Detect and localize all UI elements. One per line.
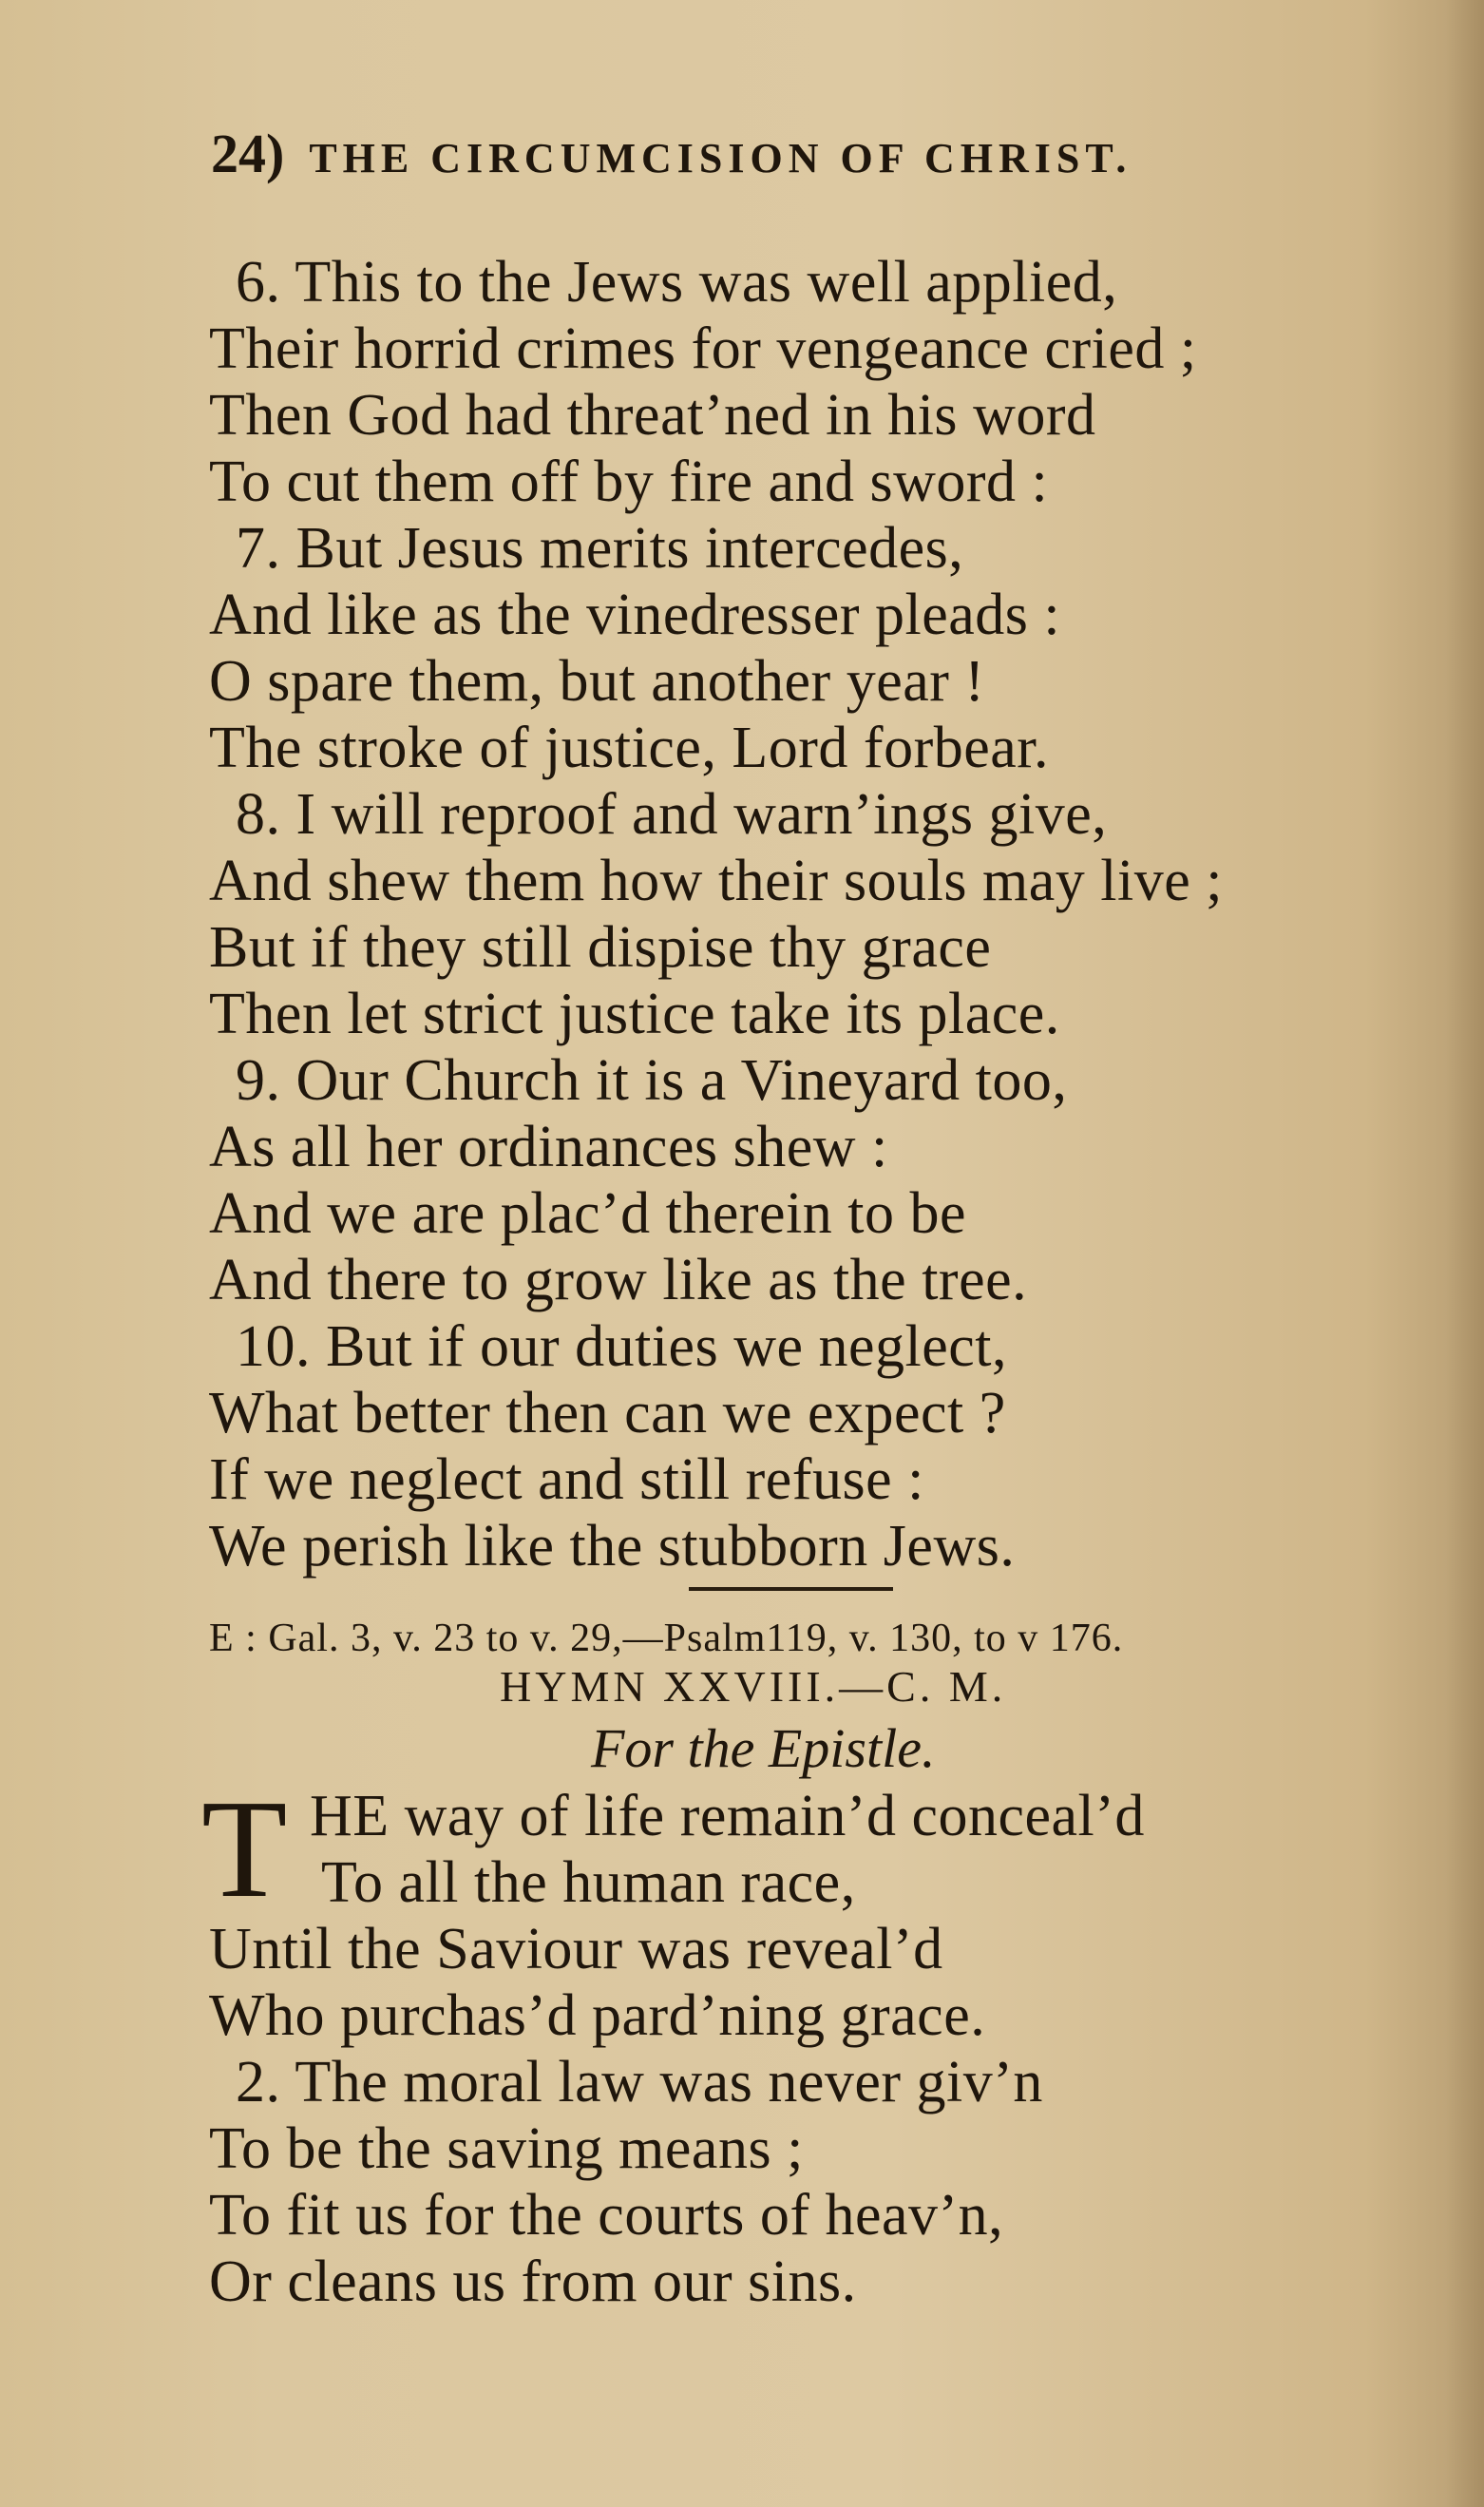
running-header <box>211 122 1132 185</box>
scripture-reference: E : Gal. 3, v. 23 to v. 29,—Psalm119, v. 130, to v 176. <box>209 1617 1124 1660</box>
verse-8-line-4: Then let strict justice take its place. <box>209 982 1060 1046</box>
verse-6-line-2: Their horrid crimes for vengeance cried ; <box>209 316 1197 381</box>
verse-8-line-2: And shew them how their souls may live ; <box>209 849 1223 913</box>
hymn-verse-1-line-2: To all the human race, <box>321 1850 856 1915</box>
verse-8-line-3: But if they still dispise thy grace <box>209 915 992 980</box>
hymn-verse-1-line-1: HE way of life remain’d conceal’d <box>310 1784 1145 1848</box>
verse-9-line-2: As all her ordinances shew : <box>209 1115 888 1179</box>
hymn-verse-2-line-2: To be the saving means ; <box>209 2116 804 2181</box>
drop-cap: T <box>201 1771 288 1927</box>
hymn-verse-2-line-3: To fit us for the courts of heav’n, <box>209 2183 1004 2248</box>
verse-10-line-2: What better then can we expect ? <box>209 1381 1006 1445</box>
verse-8-line-1: 8. I will reproof and warn’ings give, <box>236 782 1108 847</box>
page-number: 24) <box>211 123 285 184</box>
verse-10-line-1: 10. But if our duties we neglect, <box>236 1314 1007 1379</box>
verse-10-line-4: We perish like the stubborn Jews. <box>209 1514 1016 1579</box>
hymn-verse-2-line-4: Or cleans us from our sins. <box>209 2249 857 2314</box>
verse-9-line-4: And there to grow like as the tree. <box>209 1248 1028 1312</box>
section-divider <box>689 1587 893 1591</box>
verse-10-line-3: If we neglect and still refuse : <box>209 1447 924 1512</box>
verse-6-line-1: 6. This to the Jews was well applied, <box>236 250 1118 315</box>
hymn-subtitle: For the Epistle. <box>591 1717 936 1779</box>
running-title: THE CIRCUMCISION OF CHRIST. <box>309 135 1132 182</box>
verse-7-line-1: 7. But Jesus merits intercedes, <box>236 516 964 581</box>
verse-6-line-4: To cut them off by fire and sword : <box>209 450 1049 514</box>
page-edge-shadow <box>1446 0 1484 2507</box>
verse-9-line-1: 9. Our Church it is a Vineyard too, <box>236 1048 1068 1113</box>
hymn-title: HYMN XXVIII.—C. M. <box>500 1662 1007 1711</box>
verse-9-line-3: And we are plac’d therein to be <box>209 1181 967 1246</box>
hymn-verse-1-line-4: Who purchas’d pard’ning grace. <box>209 1983 986 2048</box>
verse-6-line-3: Then God had threat’ned in his word <box>209 383 1096 448</box>
verse-7-line-3: O spare them, but another year ! <box>209 649 985 714</box>
hymn-verse-2-line-1: 2. The moral law was never giv’n <box>236 2050 1043 2115</box>
hymn-verse-1-line-3: Until the Saviour was reveal’d <box>209 1917 943 1981</box>
verse-7-line-2: And like as the vinedresser pleads : <box>209 583 1061 647</box>
verse-7-line-4: The stroke of justice, Lord forbear. <box>209 716 1049 780</box>
